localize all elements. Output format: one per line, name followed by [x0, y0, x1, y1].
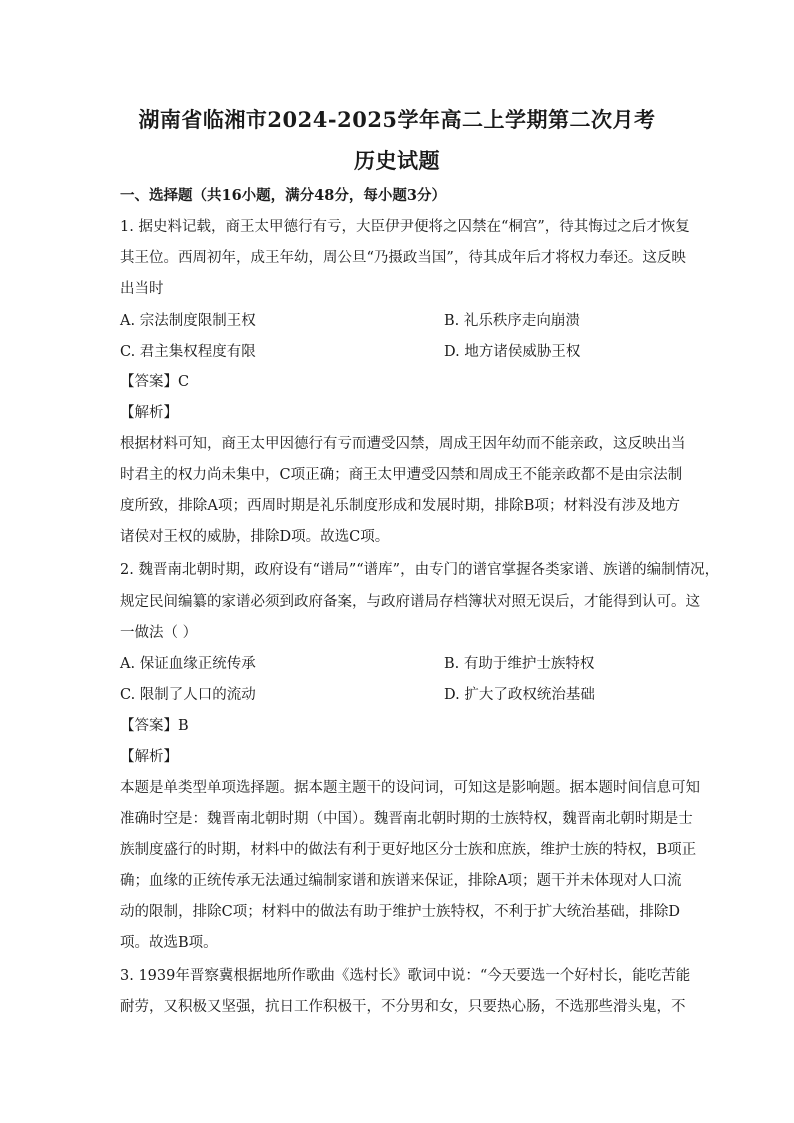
- q1-option-a: A. 宗法制度限制王权: [120, 313, 256, 329]
- q2-analysis-line-4: 确；血缘的正统传承无法通过编制家谱和族谱来保证，排除A项；题干并未体现对人口流: [120, 873, 682, 889]
- q1-option-d: D. 地方诸侯威胁王权: [444, 344, 581, 360]
- document-title: 湖南省临湘市2024-2025学年高二上学期第二次月考: [138, 107, 656, 132]
- q1-stem-line-2: 其王位。西周初年，成王年幼，周公旦“乃摄政当国”，待其成年后才将权力奉还。这反映: [120, 250, 686, 266]
- q1-option-c: C. 君主集权程度有限: [120, 344, 256, 360]
- q1-analysis-line-4: 诸侯对王权的威胁，排除D项。故选C项。: [120, 529, 390, 545]
- q1-answer: 【答案】C: [120, 374, 190, 390]
- q1-analysis-line-2: 时君主的权力尚未集中，C项正确；商王太甲遭受囚禁和周成王不能亲政都不是由宗法制: [120, 467, 683, 483]
- q2-analysis-line-6: 项。故选B项。: [120, 935, 218, 951]
- q2-option-a: A. 保证血缘正统传承: [120, 656, 256, 672]
- q2-analysis-label: 【解析】: [120, 749, 178, 765]
- q1-analysis-label: 【解析】: [120, 405, 178, 421]
- q2-analysis-line-1: 本题是单类型单项选择题。据本题主题干的设问词，可知这是影响题。据本题时间信息可知: [120, 780, 700, 796]
- q3-stem-line-2: 耐劳，又积极又坚强，抗日工作积极干，不分男和女，只要热心肠，不选那些滑头鬼，不: [120, 999, 686, 1015]
- q1-analysis-line-1: 根据材料可知，商王太甲因德行有亏而遭受囚禁，周成王因年幼而不能亲政，这反映出当: [120, 436, 686, 452]
- section-heading: 一、选择题（共16小题，满分48分，每小题3分）: [120, 187, 446, 204]
- q2-option-d: D. 扩大了政权统治基础: [444, 687, 595, 703]
- q2-analysis-line-5: 动的限制，排除C项；材料中的做法有助于维护士族特权，不利于扩大统治基础，排除D: [120, 904, 680, 920]
- q2-stem-line-1: 2. 魏晋南北朝时期，政府设有“谱局”“谱库”，由专门的谱官掌握各类家谱、族谱的编制情况，: [120, 562, 720, 578]
- q2-stem-line-3: 一做法（ ）: [120, 625, 198, 641]
- q1-stem-line-3: 出当时: [120, 281, 164, 297]
- q1-option-b: B. 礼乐秩序走向崩溃: [444, 313, 580, 329]
- q2-answer: 【答案】B: [120, 718, 189, 734]
- q2-stem-line-2: 规定民间编纂的家谱必须到政府备案，与政府谱局存档簿状对照无误后，才能得到认可。这: [120, 594, 700, 610]
- q2-option-c: C. 限制了人口的流动: [120, 687, 256, 703]
- q2-analysis-line-3: 族制度盛行的时期，材料中的做法有利于更好地区分士族和庶族，维护士族的特权，B项正: [120, 842, 697, 858]
- q2-analysis-line-2: 准确时空是：魏晋南北朝时期（中国）。魏晋南北朝时期的士族特权，魏晋南北朝时期是士: [120, 811, 693, 827]
- q1-stem-line-1: 1. 据史料记载，商王太甲德行有亏，大臣伊尹便将之囚禁在“桐宫”，待其悔过之后才恢复: [120, 219, 690, 235]
- q3-stem-line-1: 3. 1939年晋察冀根据地所作歌曲《选村长》歌词中说：“今天要选一个好村长，能吃苦能: [120, 968, 691, 984]
- q1-analysis-line-3: 度所致，排除A项；西周时期是礼乐制度形成和发展时期，排除B项；材料没有涉及地方: [120, 498, 680, 514]
- document-subtitle: 历史试题: [354, 148, 440, 173]
- q2-option-b: B. 有助于维护士族特权: [444, 656, 595, 672]
